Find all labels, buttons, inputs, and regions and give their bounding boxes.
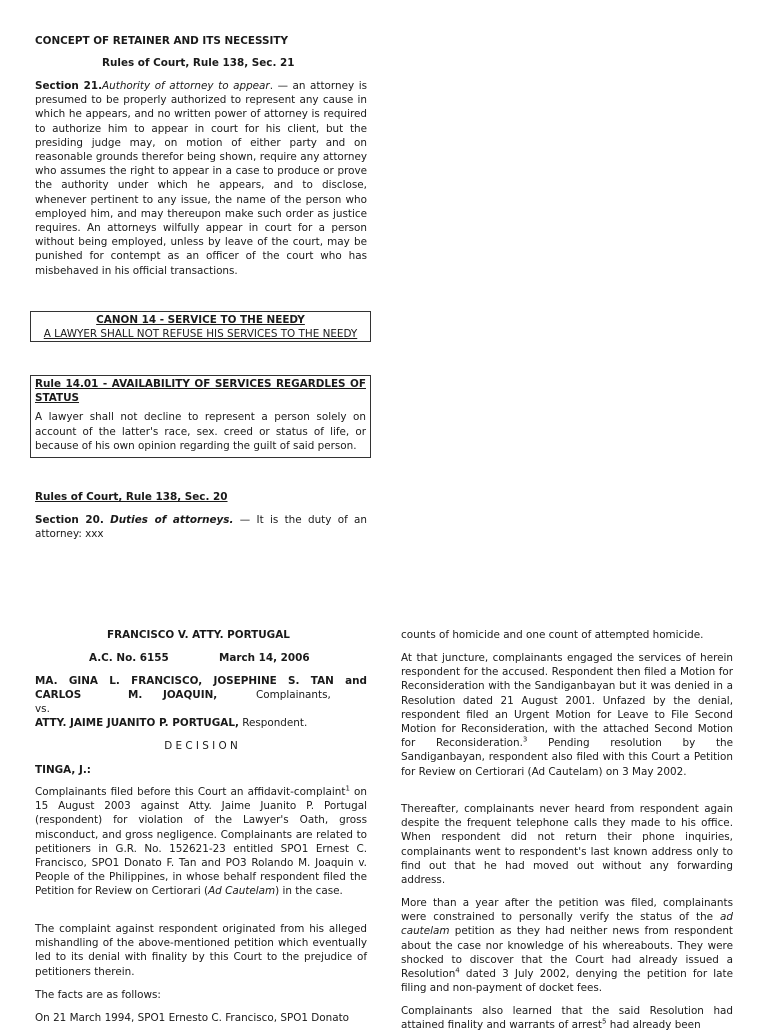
right-paragraph-2: Thereafter, complainants never heard from respondent again despite the frequent telephone calls they made to his office. When respondent did not return their phone inquiries, complainants went to respondent's last known address only to find out that he had moved out without any forwarding address. [401, 803, 733, 887]
case-title: FRANCISCO V. ATTY. PORTUGAL [107, 629, 290, 641]
carlos-first-name: CARLOS [35, 689, 82, 701]
rule-14-01-text: A lawyer shall not decline to represent a person solely on account of the latter's race, sex. creed or status of life, or because of his own opinion regarding the guilt of said person. [35, 411, 366, 452]
section-21-title: Authority of attorney to appear [102, 80, 270, 92]
case-p1-text-b: on 15 August 2003 against Atty. Jaime Juanito P. Portugal (respondent) for violation of the Lawyer's Oath, gross misconduct, and gross negligence. Complainants are related to petitioners in G.R. No. 152621-23 entitled SPO1 Ernest C. Francisco, SPO1 Donato F. Tan and PO3 Rolando M. Joaquin v. People of the Philippines, in whose behalf respondent filed the Petition for Review on Certiorari ( [35, 786, 368, 898]
footnote-3-marker: 3 [522, 735, 528, 744]
section-20-text: — It is the duty of an attorney: xxx [35, 514, 368, 541]
right-paragraph-1 [401, 651, 733, 779]
case-p1-text-a: Complainants filed before this Court an affidavit-complaint [35, 786, 346, 798]
page-heading: CONCEPT OF RETAINER AND ITS NECESSITY [35, 35, 288, 47]
case-respondent-line [35, 716, 307, 730]
complainants-label: Complainants, [256, 689, 331, 701]
case-p1-text-c: ) in the case. [275, 885, 343, 898]
section-21-label: Section 21. [35, 80, 103, 92]
case-vs: vs. [35, 703, 50, 715]
section-20-title: Duties of attorneys. [110, 514, 234, 526]
right-p3-text-b: petition as they had neither news from respondent about the case nor knowledge of his whereabouts. They were shocked to discover that the Court had already issued a Resolution [401, 925, 733, 981]
carlos-surname: JOAQUIN, [163, 689, 218, 701]
rule-14-01-box [30, 375, 371, 458]
canon-14-title: CANON 14 - SERVICE TO THE NEEDY [96, 314, 305, 326]
ponente: TINGA, J.: [35, 764, 91, 776]
section-21-paragraph [35, 79, 367, 278]
section-20-label: Section 20. [35, 514, 104, 526]
right-p3-italic: ad cautelam [401, 911, 733, 938]
case-ac-number: A.C. No. 6155 [89, 652, 169, 664]
right-p4-text-a: Complainants also learned that the said Resolution had attained finality and warrants of arrest [401, 1005, 733, 1032]
footnote-5-marker: 5 [601, 1017, 607, 1026]
rule-138-sec-20-heading: Rules of Court, Rule 138, Sec. 20 [35, 491, 228, 503]
right-p3-text-c: dated 3 July 2002, denying the petition for late filing and non-payment of docket fees. [401, 968, 733, 995]
right-paragraph-0: counts of homicide and one count of attempted homicide. [401, 629, 704, 641]
right-p3-text-a: More than a year after the petition was filed, complainants were constrained to personally verify the status of the [401, 897, 733, 924]
canon-14-box [30, 311, 371, 342]
case-paragraph-1 [35, 785, 367, 899]
case-date: March 14, 2006 [219, 652, 310, 664]
rule-14-01-title: Rule 14.01 - AVAILABILITY OF SERVICES REGARDLES OF STATUS [35, 378, 366, 405]
right-p1-text-a: At that juncture, complainants engaged the services of herein respondent for the accused. Respondent then filed a Motion for Reconsideration with the Sandiganbayan but it was denied in a Resolution dated 21 August 2001. Unfazed by the denial, respondent filed an Urgent Motion for Leave to File Second Motion for Reconsideration, with the attached Second Motion for Reconsideration. [401, 652, 733, 750]
right-paragraph-4 [401, 1004, 733, 1032]
carlos-middle-initial: M. [128, 689, 143, 701]
canon-14-subtitle: A LAWYER SHALL NOT REFUSE HIS SERVICES TO THE NEEDY [43, 328, 358, 341]
footnote-1-marker: 1 [345, 784, 350, 793]
decision-heading: D E C I S I O N [164, 740, 238, 752]
case-complainant-names: MA. GINA L. FRANCISCO, JOSEPHINE S. TAN and [35, 675, 367, 687]
right-paragraph-3 [401, 896, 733, 995]
section-21-text: . — an attorney is presumed to be properly authorized to represent any cause in which he appears, and no written power of attorney is required to authorize him to appear in court for his client, but the presiding judge may, on motion of either party and on reasonable grounds therefor being shown, require any attorney who assumes the right to appear in a case to produce or prove the authority under which he appears, and to disclose, whenever pertinent to any issue, the name of the person who employed him, and may thereupon make such order as justice requires. An attorneys wilfully appear in court for a person without being employed, unless by leave of the court, may be punished for contempt as an officer of the court who has misbehaved in his official transactions. [35, 80, 367, 277]
case-paragraph-2: The complaint against respondent originated from his alleged mishandling of the above-mentioned petition which eventually led to its denial with finality by this Court to the prejudice of petitioners therein. [35, 923, 367, 978]
respondent-label: Respondent. [238, 717, 308, 729]
right-p4-text-b: had already been [606, 1019, 701, 1032]
footnote-4-marker: 4 [455, 966, 460, 975]
rule-138-sec-21-heading: Rules of Court, Rule 138, Sec. 21 [102, 57, 295, 69]
section-20-paragraph [35, 513, 367, 541]
respondent-name: ATTY. JAIME JUANITO P. PORTUGAL, [35, 717, 239, 729]
case-p1-italic: Ad Cautelam [208, 885, 276, 898]
case-paragraph-3: The facts are as follows: [35, 989, 161, 1001]
right-p1-text-b: Pending resolution by the Sandiganbayan, respondent also filed with this Court a Petition for Review on Certiorari (Ad Cautelam) on 3 May 2002. [401, 737, 733, 778]
case-paragraph-4: On 21 March 1994, SPO1 Ernesto C. Francisco, SPO1 Donato [35, 1012, 350, 1024]
